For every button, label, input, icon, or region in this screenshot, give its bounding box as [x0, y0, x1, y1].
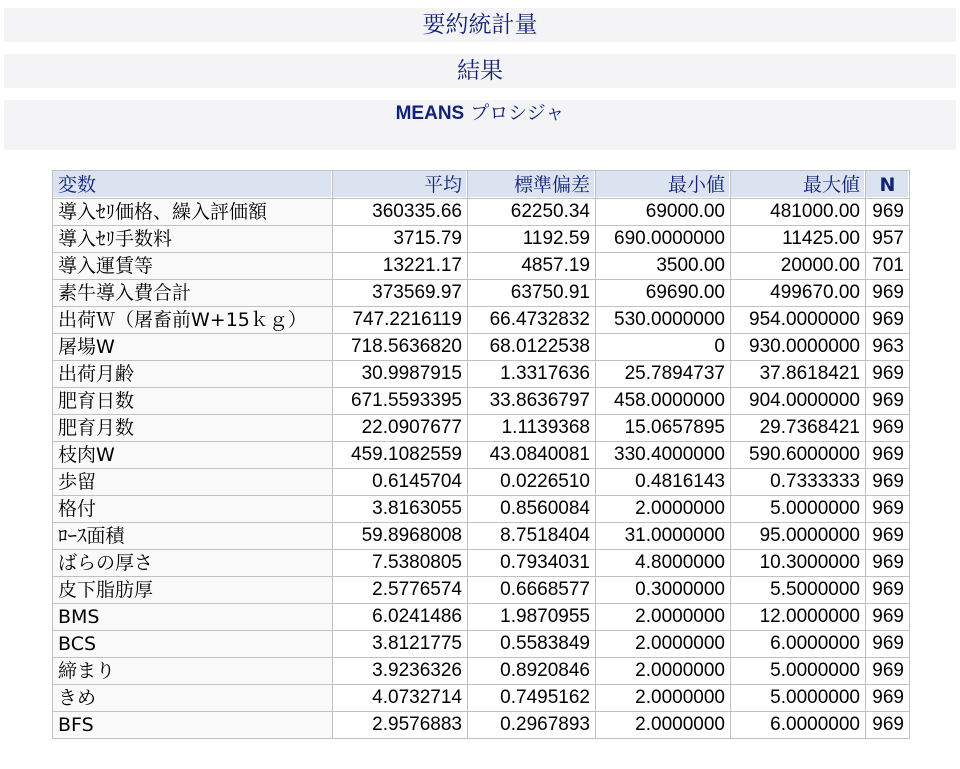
mean-cell: 6.0241486: [333, 604, 468, 631]
mean-cell: 2.5776574: [333, 577, 468, 604]
n-cell: 969: [866, 442, 910, 469]
report-title-2: [4, 54, 956, 88]
std-dev-cell: 63750.91: [468, 280, 596, 307]
std-dev-cell: 0.7495162: [468, 685, 596, 712]
mean-cell: 373569.97: [333, 280, 468, 307]
min-cell: 2.0000000: [596, 685, 731, 712]
variable-cell: BCS: [53, 631, 333, 658]
n-cell: 969: [866, 712, 910, 739]
variable-cell: 出荷Ｗ（屠畜前W+15ｋｇ）: [53, 307, 333, 334]
mean-cell: 360335.66: [333, 199, 468, 226]
table-row: [53, 577, 910, 604]
max-cell: 499670.00: [731, 280, 866, 307]
n-cell: 969: [866, 361, 910, 388]
table-row: [53, 226, 910, 253]
min-cell: 3500.00: [596, 253, 731, 280]
n-cell: 969: [866, 199, 910, 226]
max-cell: 590.6000000: [731, 442, 866, 469]
std-dev-cell: 1192.59: [468, 226, 596, 253]
n-cell: 969: [866, 631, 910, 658]
min-cell: 458.0000000: [596, 388, 731, 415]
std-dev-cell: 43.0840081: [468, 442, 596, 469]
min-cell: 15.0657895: [596, 415, 731, 442]
min-cell: 530.0000000: [596, 307, 731, 334]
std-dev-cell: 0.0226510: [468, 469, 596, 496]
table-row: [53, 712, 910, 739]
table-row: [53, 280, 910, 307]
table-row: [53, 604, 910, 631]
n-cell: 969: [866, 577, 910, 604]
table-row: [53, 442, 910, 469]
procedure-suffix: プロシジャ: [464, 102, 565, 124]
min-cell: 69000.00: [596, 199, 731, 226]
n-cell: 701: [866, 253, 910, 280]
min-cell: 25.7894737: [596, 361, 731, 388]
max-cell: 904.0000000: [731, 388, 866, 415]
variable-cell: 屠場W: [53, 334, 333, 361]
min-cell: 4.8000000: [596, 550, 731, 577]
header-max: 最大値: [731, 171, 866, 199]
n-cell: 969: [866, 604, 910, 631]
summary-statistics-table: [52, 170, 910, 739]
table-row: [53, 388, 910, 415]
procedure-title: [4, 100, 956, 150]
mean-cell: 3.9236326: [333, 658, 468, 685]
variable-cell: 格付: [53, 496, 333, 523]
table-body: [53, 199, 910, 739]
min-cell: 69690.00: [596, 280, 731, 307]
variable-cell: BMS: [53, 604, 333, 631]
mean-cell: 2.9576883: [333, 712, 468, 739]
std-dev-cell: 0.6668577: [468, 577, 596, 604]
table-row: [53, 415, 910, 442]
mean-cell: 13221.17: [333, 253, 468, 280]
std-dev-cell: 0.2967893: [468, 712, 596, 739]
min-cell: 31.0000000: [596, 523, 731, 550]
report-title-2-text: 結果: [457, 58, 503, 84]
std-dev-cell: 33.8636797: [468, 388, 596, 415]
table-row: [53, 523, 910, 550]
report-title-1-text: 要約統計量: [422, 12, 538, 38]
max-cell: 12.0000000: [731, 604, 866, 631]
mean-cell: 459.1082559: [333, 442, 468, 469]
mean-cell: 7.5380805: [333, 550, 468, 577]
table-row: [53, 469, 910, 496]
std-dev-cell: 1.3317636: [468, 361, 596, 388]
mean-cell: 22.0907677: [333, 415, 468, 442]
max-cell: 11425.00: [731, 226, 866, 253]
std-dev-cell: 1.1139368: [468, 415, 596, 442]
n-cell: 963: [866, 334, 910, 361]
header-row: [53, 171, 910, 199]
std-dev-cell: 62250.34: [468, 199, 596, 226]
variable-cell: 出荷月齢: [53, 361, 333, 388]
n-cell: 969: [866, 415, 910, 442]
n-cell: 957: [866, 226, 910, 253]
variable-cell: 締まり: [53, 658, 333, 685]
std-dev-cell: 0.7934031: [468, 550, 596, 577]
mean-cell: 718.5636820: [333, 334, 468, 361]
std-dev-cell: 8.7518404: [468, 523, 596, 550]
std-dev-cell: 0.8920846: [468, 658, 596, 685]
max-cell: 5.5000000: [731, 577, 866, 604]
min-cell: 0: [596, 334, 731, 361]
table-row: [53, 334, 910, 361]
min-cell: 2.0000000: [596, 604, 731, 631]
max-cell: 20000.00: [731, 253, 866, 280]
max-cell: 29.7368421: [731, 415, 866, 442]
std-dev-cell: 4857.19: [468, 253, 596, 280]
variable-cell: 枝肉W: [53, 442, 333, 469]
max-cell: 6.0000000: [731, 712, 866, 739]
table-row: [53, 631, 910, 658]
mean-cell: 747.2216119: [333, 307, 468, 334]
table-row: [53, 685, 910, 712]
std-dev-cell: 66.4732832: [468, 307, 596, 334]
min-cell: 2.0000000: [596, 631, 731, 658]
table-row: [53, 199, 910, 226]
min-cell: 690.0000000: [596, 226, 731, 253]
n-cell: 969: [866, 388, 910, 415]
mean-cell: 671.5593395: [333, 388, 468, 415]
n-cell: 969: [866, 307, 910, 334]
variable-cell: 肥育日数: [53, 388, 333, 415]
std-dev-cell: 0.8560084: [468, 496, 596, 523]
max-cell: 5.0000000: [731, 496, 866, 523]
table-row: [53, 307, 910, 334]
std-dev-cell: 1.9870955: [468, 604, 596, 631]
variable-cell: 歩留: [53, 469, 333, 496]
min-cell: 2.0000000: [596, 658, 731, 685]
min-cell: 0.4816143: [596, 469, 731, 496]
std-dev-cell: 0.5583849: [468, 631, 596, 658]
mean-cell: 30.9987915: [333, 361, 468, 388]
table-row: [53, 361, 910, 388]
max-cell: 95.0000000: [731, 523, 866, 550]
n-cell: 969: [866, 280, 910, 307]
variable-cell: 導入運賃等: [53, 253, 333, 280]
table-row: [53, 496, 910, 523]
mean-cell: 0.6145704: [333, 469, 468, 496]
n-cell: 969: [866, 523, 910, 550]
n-cell: 969: [866, 658, 910, 685]
n-cell: 969: [866, 550, 910, 577]
max-cell: 954.0000000: [731, 307, 866, 334]
header-min: 最小値: [596, 171, 731, 199]
max-cell: 37.8618421: [731, 361, 866, 388]
variable-cell: きめ: [53, 685, 333, 712]
variable-cell: ﾛｰｽ面積: [53, 523, 333, 550]
max-cell: 5.0000000: [731, 685, 866, 712]
std-dev-cell: 68.0122538: [468, 334, 596, 361]
report-title-1: [4, 8, 956, 42]
header-std-dev: 標準偏差: [468, 171, 596, 199]
min-cell: 0.3000000: [596, 577, 731, 604]
max-cell: 481000.00: [731, 199, 866, 226]
mean-cell: 59.8968008: [333, 523, 468, 550]
header-variable: 変数: [53, 171, 333, 199]
variable-cell: 肥育月数: [53, 415, 333, 442]
variable-cell: 導入ｾﾘ手数料: [53, 226, 333, 253]
variable-cell: ばらの厚さ: [53, 550, 333, 577]
header-n: N: [866, 171, 910, 199]
variable-cell: 素牛導入費合計: [53, 280, 333, 307]
max-cell: 10.3000000: [731, 550, 866, 577]
variable-cell: 導入ｾﾘ価格、繰入評価額: [53, 199, 333, 226]
variable-cell: BFS: [53, 712, 333, 739]
max-cell: 6.0000000: [731, 631, 866, 658]
min-cell: 2.0000000: [596, 496, 731, 523]
procedure-name: MEANS: [395, 103, 465, 124]
n-cell: 969: [866, 496, 910, 523]
min-cell: 330.4000000: [596, 442, 731, 469]
variable-cell: 皮下脂肪厚: [53, 577, 333, 604]
mean-cell: 4.0732714: [333, 685, 468, 712]
max-cell: 0.7333333: [731, 469, 866, 496]
max-cell: 5.0000000: [731, 658, 866, 685]
min-cell: 2.0000000: [596, 712, 731, 739]
table-row: [53, 550, 910, 577]
n-cell: 969: [866, 469, 910, 496]
table-row: [53, 253, 910, 280]
n-cell: 969: [866, 685, 910, 712]
mean-cell: 3.8121775: [333, 631, 468, 658]
mean-cell: 3.8163055: [333, 496, 468, 523]
mean-cell: 3715.79: [333, 226, 468, 253]
table-row: [53, 658, 910, 685]
max-cell: 930.0000000: [731, 334, 866, 361]
header-mean: 平均: [333, 171, 468, 199]
